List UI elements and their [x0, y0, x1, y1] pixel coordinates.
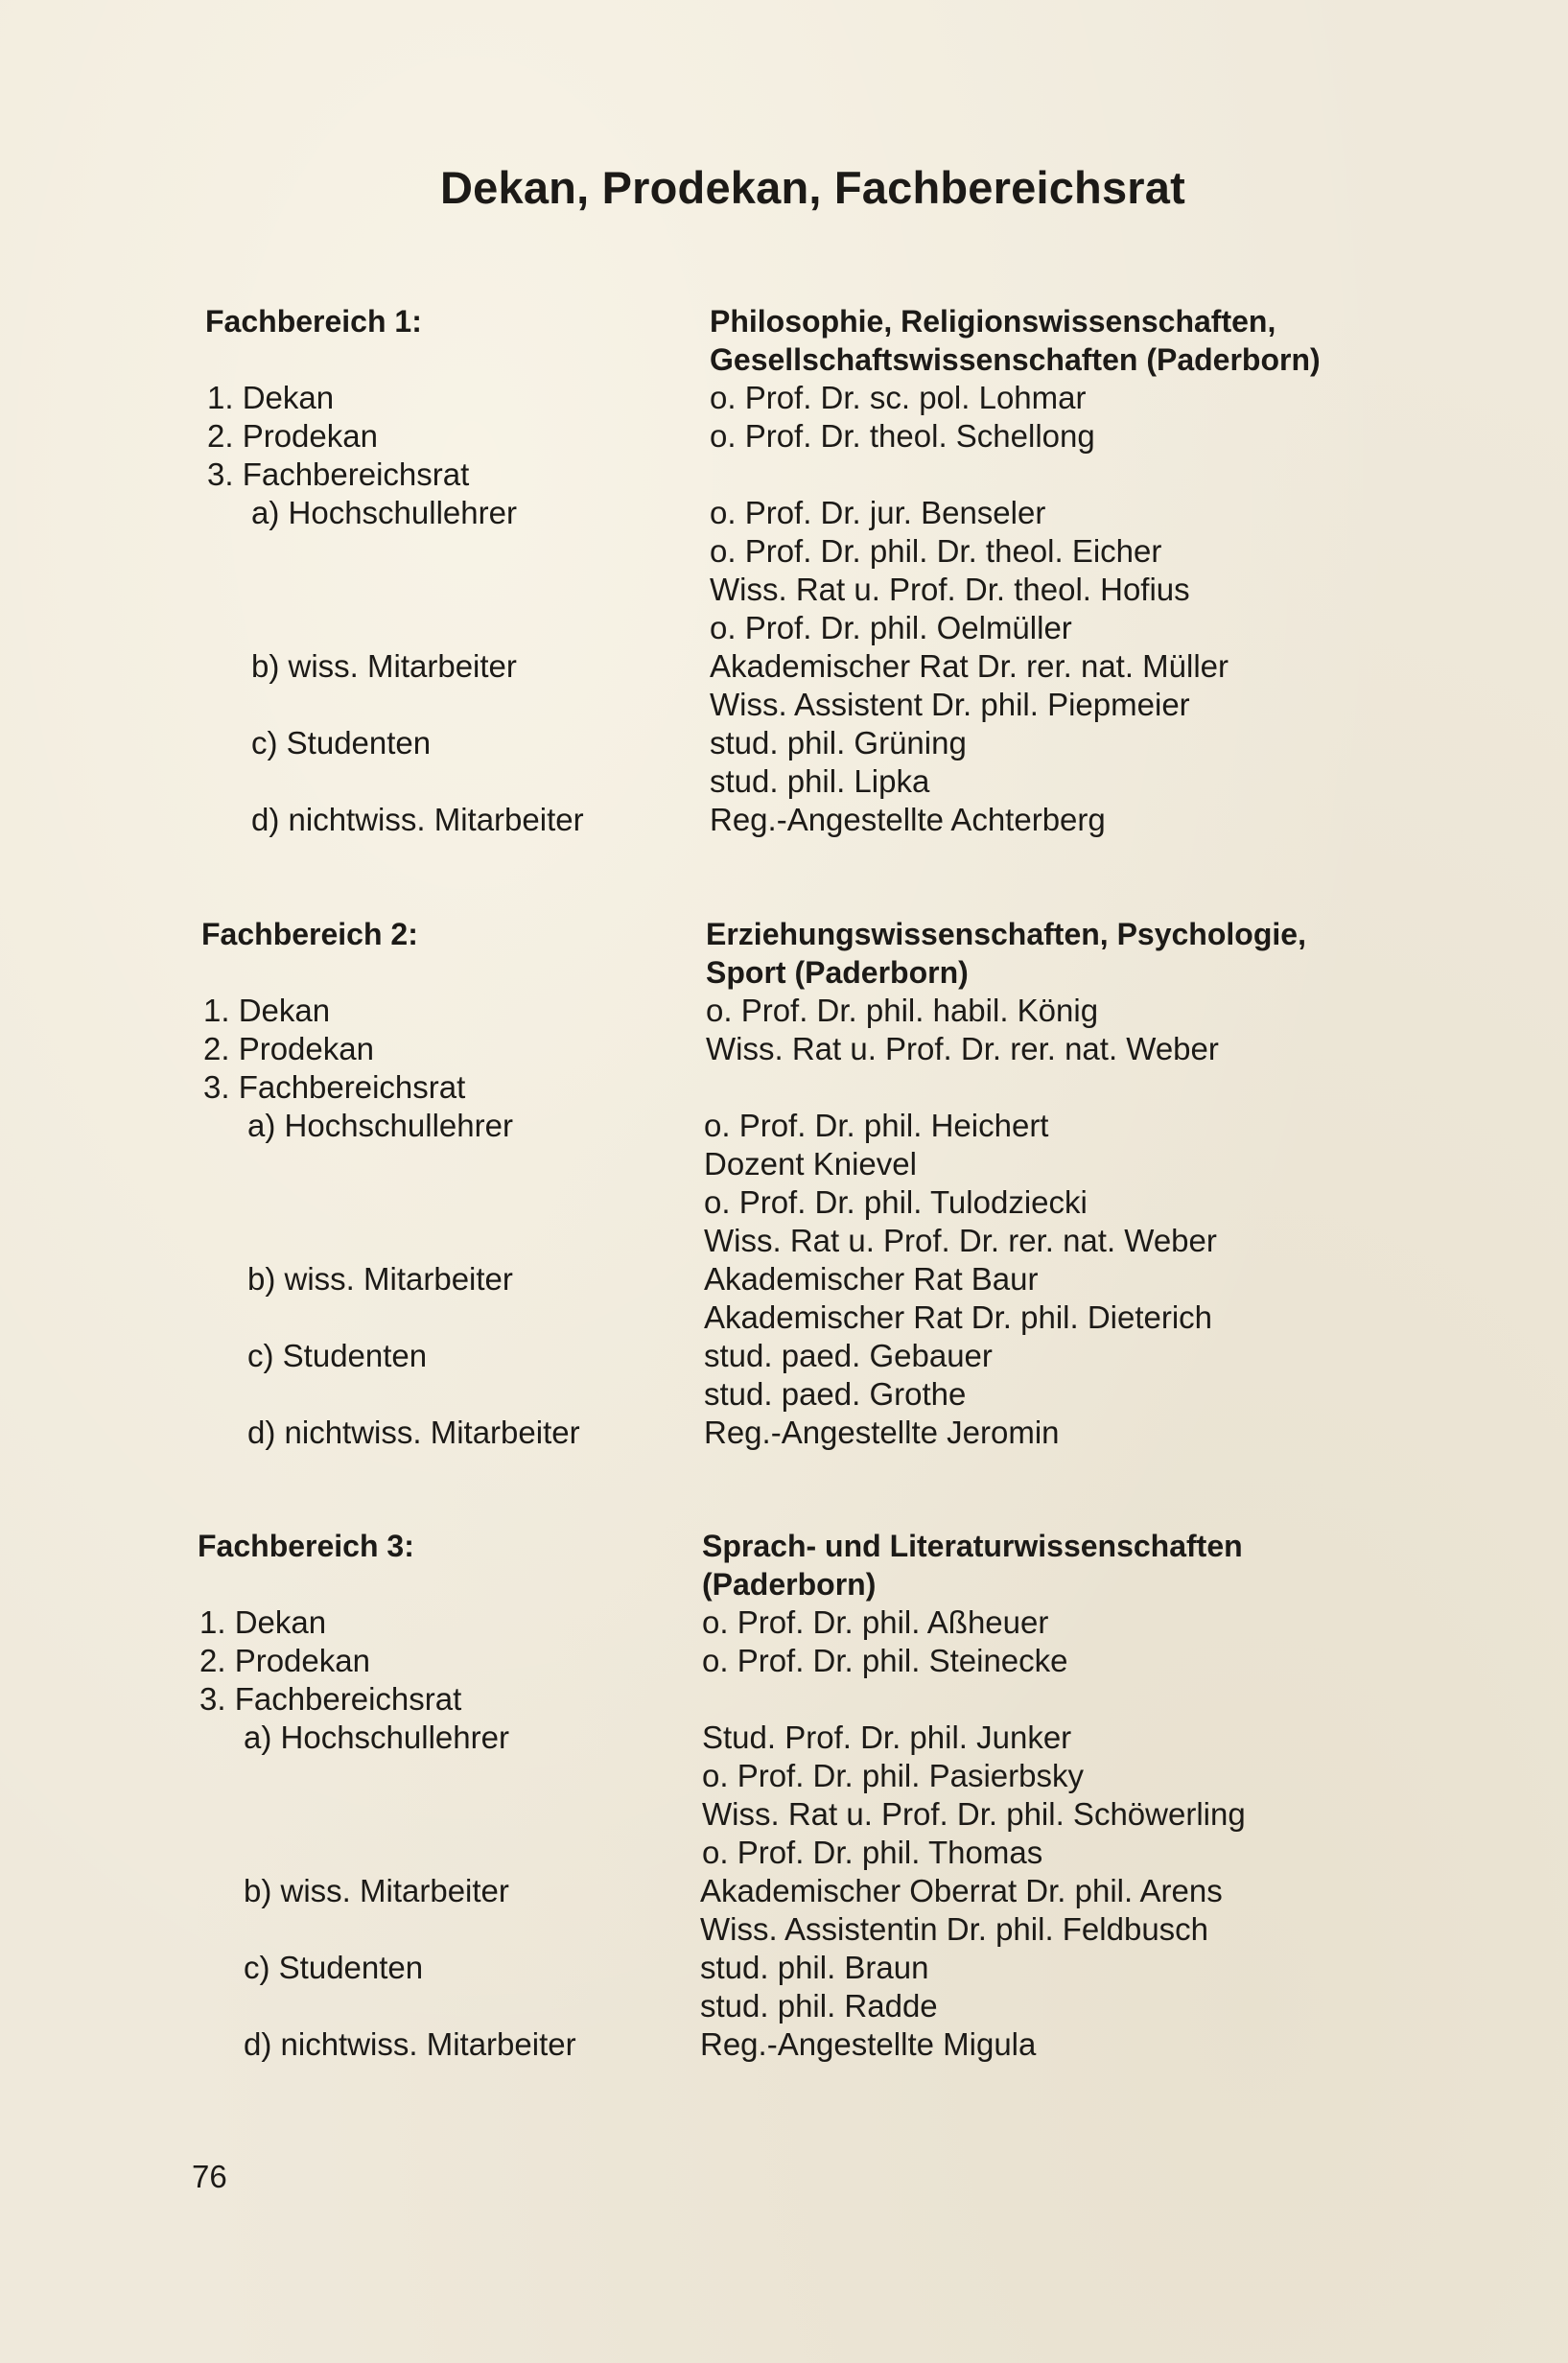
hochschullehrer-value: Dozent Knievel — [704, 1146, 917, 1182]
studenten-value: stud. paed. Grothe — [704, 1376, 967, 1412]
mitarbeiter-value: Wiss. Assistentin Dr. phil. Feldbusch — [700, 1911, 1209, 1947]
faculty-title-line-2: (Paderborn) — [702, 1567, 877, 1602]
council-label: 3. Fachbereichsrat — [207, 456, 470, 492]
hochschullehrer-value: o. Prof. Dr. phil. Oelmüller — [710, 610, 1072, 645]
mitarbeiter-value: Wiss. Assistent Dr. phil. Piepmeier — [710, 687, 1190, 722]
nichtwiss-value: Reg.-Angestellte Jeromin — [704, 1415, 1060, 1450]
prodekan-value: o. Prof. Dr. phil. Steinecke — [702, 1643, 1068, 1678]
hochschullehrer-value: o. Prof. Dr. phil. Tulodziecki — [704, 1184, 1088, 1220]
faculty-title-line-1: Sprach- und Literaturwissenschaften — [702, 1529, 1243, 1563]
mitarbeiter-label: b) wiss. Mitarbeiter — [244, 1873, 509, 1908]
nichtwiss-label: d) nichtwiss. Mitarbeiter — [244, 2026, 576, 2062]
dekan-label: 1. Dekan — [203, 993, 331, 1028]
dekan-value: o. Prof. Dr. sc. pol. Lohmar — [710, 380, 1087, 415]
hochschullehrer-value: o. Prof. Dr. phil. Dr. theol. Eicher — [710, 533, 1162, 569]
studenten-label: c) Studenten — [251, 725, 432, 760]
hochschullehrer-value: Stud. Prof. Dr. phil. Junker — [702, 1720, 1072, 1755]
council-label: 3. Fachbereichsrat — [199, 1681, 462, 1717]
prodekan-label: 2. Prodekan — [203, 1031, 374, 1066]
faculty-title-line-2: Sport (Paderborn) — [706, 955, 969, 990]
studenten-value: stud. phil. Grüning — [710, 725, 967, 760]
hochschullehrer-value: Wiss. Rat u. Prof. Dr. theol. Hofius — [710, 572, 1190, 607]
nichtwiss-label: d) nichtwiss. Mitarbeiter — [247, 1415, 580, 1450]
hochschullehrer-value: o. Prof. Dr. jur. Benseler — [710, 495, 1046, 530]
nichtwiss-value: Reg.-Angestellte Achterberg — [710, 802, 1106, 837]
nichtwiss-label: d) nichtwiss. Mitarbeiter — [251, 802, 584, 837]
prodekan-value: o. Prof. Dr. theol. Schellong — [710, 418, 1095, 454]
page-number: 76 — [192, 2159, 227, 2194]
mitarbeiter-value: Akademischer Rat Baur — [704, 1261, 1039, 1297]
nichtwiss-value: Reg.-Angestellte Migula — [700, 2026, 1037, 2062]
dekan-label: 1. Dekan — [207, 380, 335, 415]
mitarbeiter-label: b) wiss. Mitarbeiter — [247, 1261, 513, 1297]
prodekan-label: 2. Prodekan — [207, 418, 378, 454]
hochschullehrer-label: a) Hochschullehrer — [244, 1720, 509, 1755]
dekan-label: 1. Dekan — [199, 1604, 327, 1640]
hochschullehrer-label: a) Hochschullehrer — [247, 1108, 513, 1143]
hochschullehrer-value: Wiss. Rat u. Prof. Dr. rer. nat. Weber — [704, 1223, 1217, 1258]
hochschullehrer-value: o. Prof. Dr. phil. Heichert — [704, 1108, 1049, 1143]
faculty-title-line-2: Gesellschaftswissenschaften (Paderborn) — [710, 342, 1321, 377]
studenten-value: stud. phil. Radde — [700, 1988, 938, 2024]
studenten-value: stud. phil. Lipka — [710, 763, 930, 799]
council-label: 3. Fachbereichsrat — [203, 1069, 466, 1105]
section-heading: Fachbereich 2: — [201, 917, 418, 951]
section-heading: Fachbereich 3: — [198, 1529, 414, 1563]
mitarbeiter-value: Akademischer Oberrat Dr. phil. Arens — [700, 1873, 1223, 1908]
faculty-title-line-1: Philosophie, Religionswissenschaften, — [710, 304, 1276, 339]
mitarbeiter-value: Akademischer Rat Dr. rer. nat. Müller — [710, 648, 1229, 684]
studenten-label: c) Studenten — [244, 1950, 424, 1985]
hochschullehrer-value: Wiss. Rat u. Prof. Dr. phil. Schöwerling — [702, 1796, 1246, 1832]
mitarbeiter-label: b) wiss. Mitarbeiter — [251, 648, 517, 684]
hochschullehrer-label: a) Hochschullehrer — [251, 495, 517, 530]
prodekan-label: 2. Prodekan — [199, 1643, 370, 1678]
mitarbeiter-value: Akademischer Rat Dr. phil. Dieterich — [704, 1299, 1213, 1335]
section-heading: Fachbereich 1: — [205, 304, 422, 339]
prodekan-value: Wiss. Rat u. Prof. Dr. rer. nat. Weber — [706, 1031, 1219, 1066]
hochschullehrer-value: o. Prof. Dr. phil. Thomas — [702, 1835, 1043, 1870]
dekan-value: o. Prof. Dr. phil. habil. König — [706, 993, 1099, 1028]
dekan-value: o. Prof. Dr. phil. Aßheuer — [702, 1604, 1049, 1640]
studenten-label: c) Studenten — [247, 1338, 428, 1373]
page-title: Dekan, Prodekan, Fachbereichsrat — [440, 162, 1185, 213]
hochschullehrer-value: o. Prof. Dr. phil. Pasierbsky — [702, 1758, 1084, 1793]
studenten-value: stud. paed. Gebauer — [704, 1338, 993, 1373]
faculty-title-line-1: Erziehungswissenschaften, Psychologie, — [706, 917, 1306, 951]
studenten-value: stud. phil. Braun — [700, 1950, 929, 1985]
